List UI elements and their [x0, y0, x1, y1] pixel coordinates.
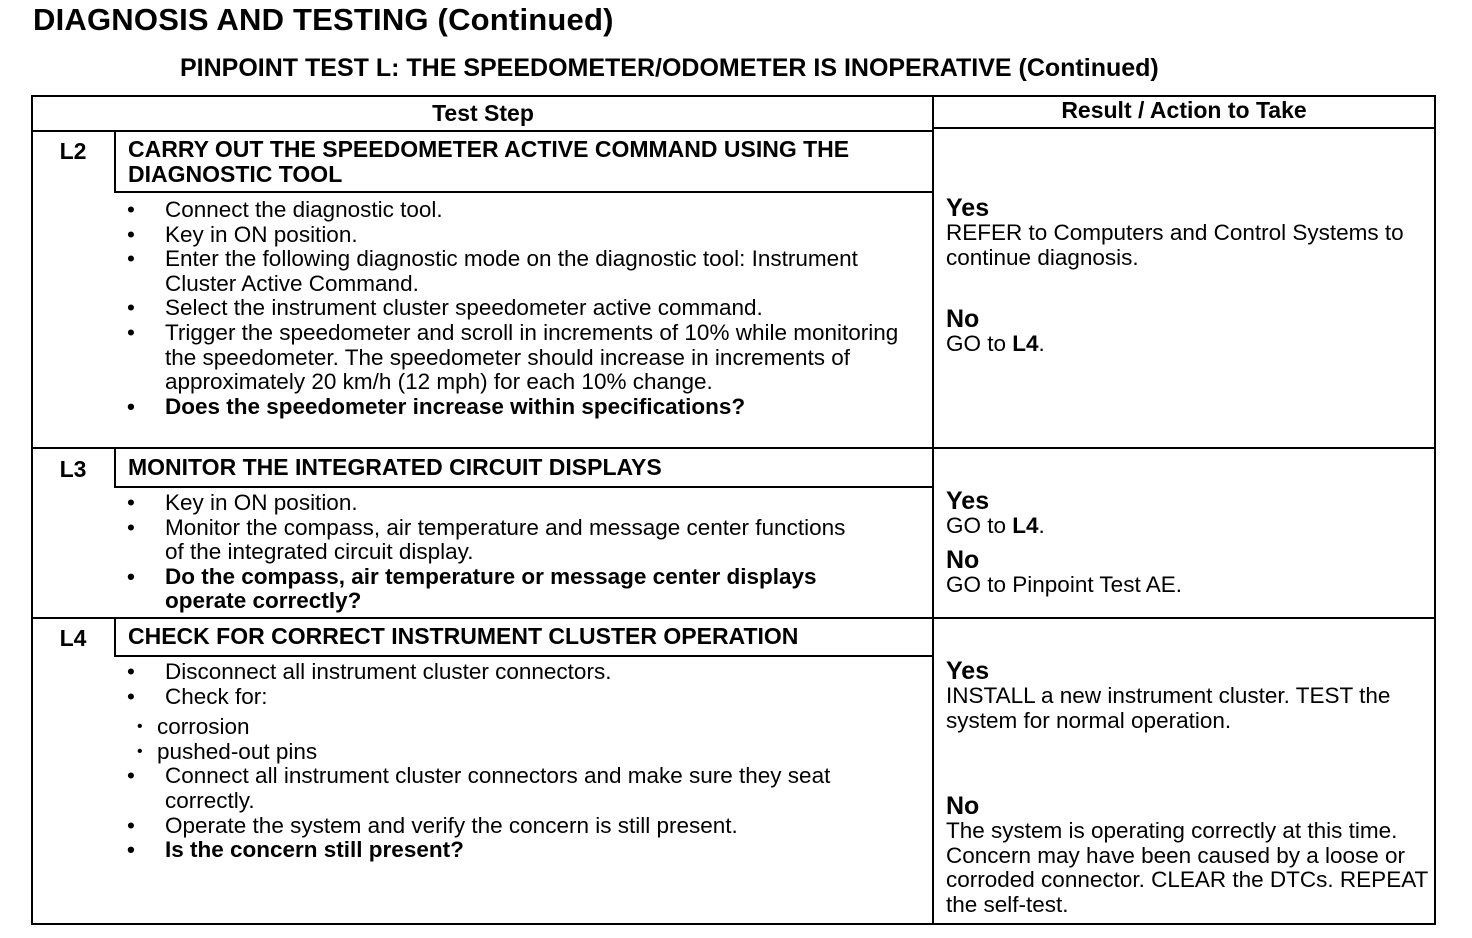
yes-action: INSTALL a new instrument cluster. TEST the system for normal operation. — [946, 683, 1391, 733]
step-bullets-l2 — [115, 198, 915, 419]
l2-title-rule — [114, 191, 934, 193]
l2-row-rule — [31, 447, 1436, 449]
step-bullets-l4 — [115, 660, 905, 863]
no-action: GO to Pinpoint Test AE. — [946, 571, 1182, 597]
no-action: GO to L4. — [946, 331, 1045, 357]
step-number-l2: L2 — [59, 138, 87, 164]
column-divider — [932, 95, 934, 925]
step-number-divider-l3 — [114, 449, 116, 487]
list-item: • Key in ON position. — [115, 223, 915, 248]
list-item: • Connect all instrument cluster connectors and make sure they seat correctly. — [115, 764, 905, 813]
step-question-l3: • Do the compass, air temperature or message center displays operate correctly? — [115, 565, 855, 614]
step-title-l4: CHECK FOR CORRECT INSTRUMENT CLUSTER OPERATION — [128, 623, 799, 649]
list-item: • Enter the following diagnostic mode on the diagnostic tool: Instrument Cluster Active Command. — [115, 247, 915, 296]
list-item: • Key in ON position. — [115, 491, 855, 516]
list-item: • Trigger the speedometer and scroll in increments of 10% while monitoring the speedometer. The speedometer should increase in increments of approximately 20 km/h (12 mph) for each 10% change. — [115, 321, 915, 395]
result-l2 — [946, 195, 1426, 357]
step-question-l4: • Is the concern still present? — [115, 838, 905, 863]
step-number-l4: L4 — [59, 625, 87, 651]
check-for-list — [137, 715, 905, 764]
header-test-step: Test Step — [432, 100, 534, 126]
list-item: • pushed-out pins — [137, 740, 905, 765]
step-number-l3: L3 — [59, 456, 87, 482]
list-item: • Check for: • corrosion • pushed-out pins — [115, 685, 905, 765]
l3-row-rule — [31, 617, 1436, 619]
list-item: • corrosion — [137, 715, 905, 740]
header-rule-left — [31, 130, 934, 132]
list-item: • Select the instrument cluster speedometer active command. — [115, 296, 915, 321]
pinpoint-test-title: PINPOINT TEST L: THE SPEEDOMETER/ODOMETER IS INOPERATIVE (Continued) — [180, 54, 1159, 82]
result-l4 — [946, 658, 1430, 918]
step-question-l2: • Does the speedometer increase within specifications? — [115, 395, 915, 420]
list-item: • Monitor the compass, air temperature and message center functions of the integrated circuit display. — [115, 516, 855, 565]
no-label: No — [946, 545, 980, 574]
page-title: DIAGNOSIS AND TESTING (Continued) — [33, 2, 614, 37]
yes-label: Yes — [946, 657, 990, 685]
result-l3 — [946, 488, 1426, 597]
l3-title-rule — [114, 486, 934, 488]
step-bullets-l3 — [115, 491, 855, 614]
step-number-divider-l4 — [114, 619, 116, 657]
list-item: • Connect the diagnostic tool. — [115, 198, 915, 223]
yes-label: Yes — [946, 194, 990, 222]
list-item: • Disconnect all instrument cluster connectors. — [115, 660, 905, 685]
header-result-action: Result / Action to Take — [1061, 97, 1307, 123]
no-action: The system is operating correctly at this time. Concern may have been caused by a loose or corroded connector. CLEAR the DTCs. REPEAT the self-test. — [946, 818, 1428, 917]
yes-label: Yes — [946, 487, 990, 515]
no-label: No — [946, 792, 980, 821]
step-title-l2: CARRY OUT THE SPEEDOMETER ACTIVE COMMAND USING THE DIAGNOSTIC TOOL — [128, 136, 850, 187]
header-rule-right — [932, 127, 1436, 129]
list-item: • Operate the system and verify the concern is still present. — [115, 814, 905, 839]
l4-title-rule — [114, 655, 934, 657]
step-number-divider-l2 — [114, 132, 116, 193]
yes-action: GO to L4. — [946, 513, 1045, 538]
step-title-l3: MONITOR THE INTEGRATED CIRCUIT DISPLAYS — [128, 454, 662, 480]
yes-action: REFER to Computers and Control Systems to continue diagnosis. — [946, 220, 1404, 270]
no-label: No — [946, 305, 980, 334]
